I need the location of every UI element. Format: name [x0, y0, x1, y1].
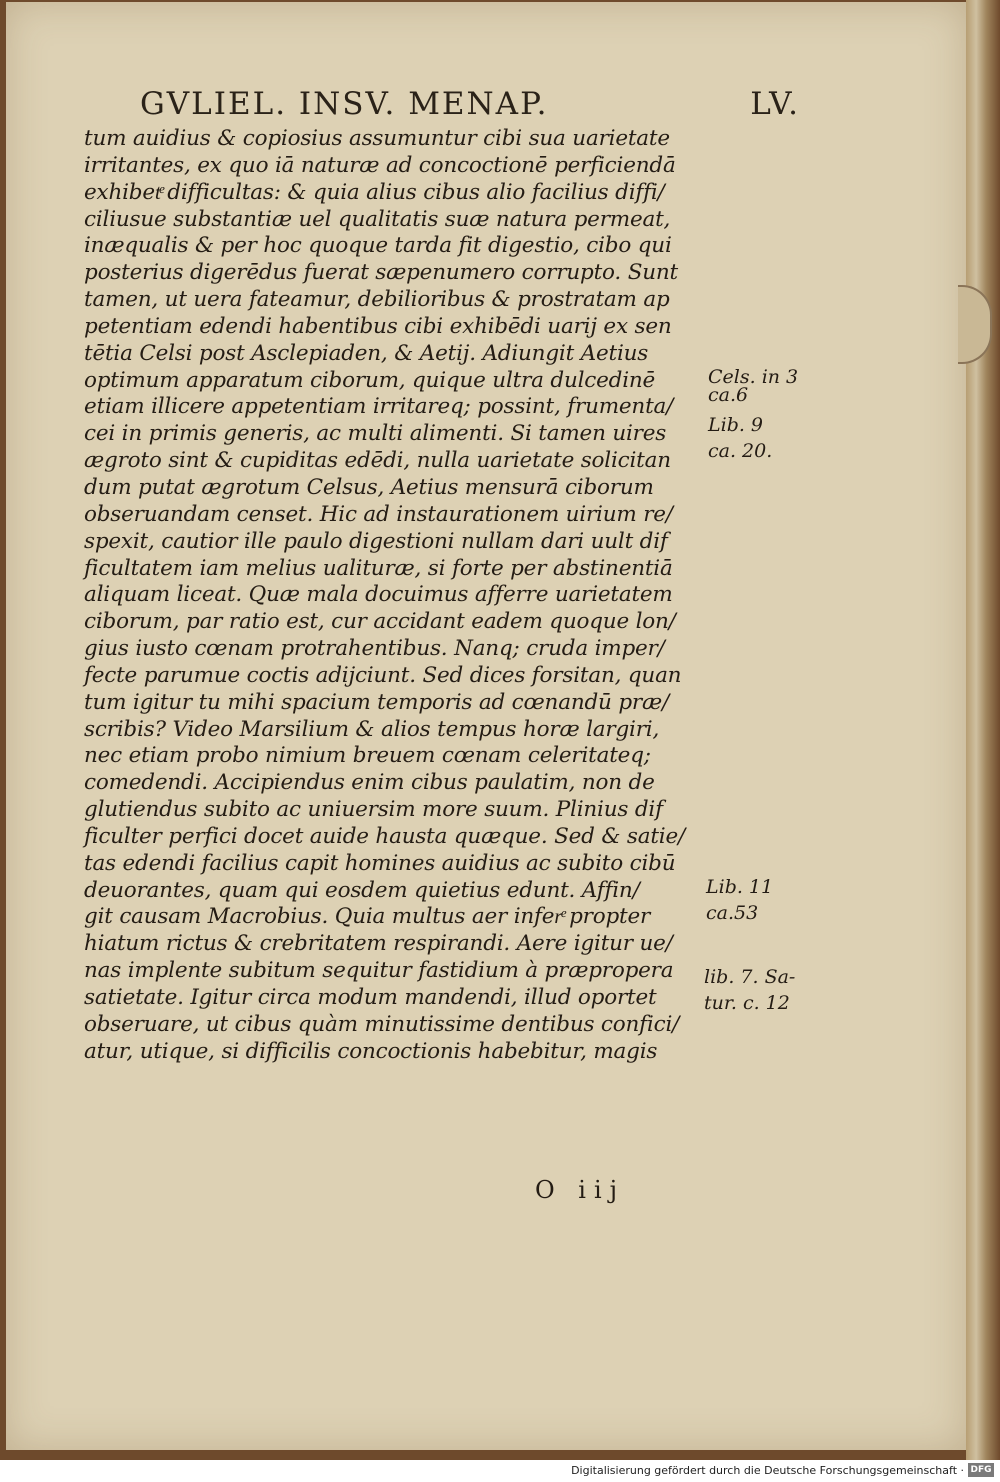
running-head [140, 86, 800, 122]
text-line: tamen, ut uera fateamur, debilioribus & prostratam ap [84, 287, 670, 313]
body-text [84, 126, 704, 1066]
signature-mark: O iij [535, 1176, 626, 1204]
text-line: fecte parumue coctis adijciunt. Sed dices forsitan, quan [84, 662, 682, 688]
text-line: irritantes, ex quo iā naturæ ad concoctionē perficiendā [84, 152, 676, 178]
page-edge [966, 0, 1000, 1460]
margin-note-line: ca.53 [706, 902, 759, 924]
text-line: dum putat ægrotum Celsus, Aetius mensurā ciborum [84, 474, 654, 500]
text-line: ficulter perfici docet auide hausta quæque. Sed & satie/ [84, 823, 686, 849]
text-line: obseruare, ut cibus quàm minutissime dentibus confici/ [84, 1011, 680, 1037]
text-line: aliquam liceat. Quæ mala docuimus afferre uarietatem [84, 582, 673, 608]
text-line: cei in primis generis, ac multi alimenti. Si tamen uires [84, 421, 667, 447]
text-line: ciliusue substantiæ uel qualitatis suæ natura permeat, [84, 206, 671, 232]
text-line: spexit, cautior ille paulo digestioni nullam dari uult dif [84, 528, 668, 554]
margin-note-line: Lib. 11 [706, 876, 774, 898]
text-line: nec etiam probo nimium breuem cœnam celeritateq; [84, 743, 651, 769]
text-line: tētia Celsi post Asclepiaden, & Aetij. Adiungit Aetius [84, 340, 649, 366]
text-line: deuorantes, quam qui eosdem quietius edunt. Affin/ [84, 877, 640, 903]
margin-note-line: lib. 7. Sa- [704, 966, 796, 988]
text-line: tas edendi facilius capit homines auidius ac subito cibū [84, 850, 676, 876]
text-line: glutiendus subito ac uniuersim more suum. Plinius dif [84, 797, 663, 823]
text-line: tum igitur tu mihi spacium temporis ad cœnandū præ/ [84, 689, 670, 715]
text-line: etiam illicere appetentiam irritareq; possint, frumenta/ [84, 394, 674, 420]
text-line: inæqualis & per hoc quoque tarda fit digestio, cibo qui [84, 233, 672, 259]
text-line: ægroto sint & cupiditas edēdi, nulla uarietate solicitan [84, 448, 671, 474]
folio-number: LV. [750, 86, 800, 122]
text-line: git causam Macrobius. Quia multus aer inferͤ propter [84, 904, 651, 930]
text-line: posterius digerēdus fuerat sæpenumero corrupto. Sunt [84, 260, 678, 286]
credit-bar [0, 1460, 1000, 1482]
text-line: scribis? Video Marsilium & alios tempus horæ largiri, [84, 716, 660, 742]
margin-note-line: tur. c. 12 [704, 992, 790, 1014]
text-line: petentiam edendi habentibus cibi exhibēdi uarij ex sen [84, 313, 672, 339]
dfg-logo: DFG [968, 1463, 994, 1477]
text-line: ciborum, par ratio est, cur accidant eadem quoque lon/ [84, 609, 676, 635]
text-line: optimum apparatum ciborum, quique ultra dulcedinē [84, 367, 656, 393]
text-line: comedendi. Accipiendus enim cibus paulatim, non de [84, 770, 655, 796]
margin-note-line: ca.6 [708, 384, 749, 406]
running-head-title: GVLIEL. INSV. MENAP. [140, 86, 549, 122]
margin-note-lib7 [704, 964, 795, 1016]
text-line: atur, utique, si difficilis concoctionis habebitur, magis [84, 1038, 658, 1064]
text-line: ficultatem iam melius ualituræ, si forte per abstinentiā [84, 555, 673, 581]
margin-note-celsus [708, 364, 798, 408]
margin-note-line: Lib. 9 [708, 414, 764, 436]
margin-note-lib9 [708, 412, 772, 464]
text-line: tum auidius & copiosius assumuntur cibi sua uarietate [84, 126, 670, 151]
margin-note-line: ca. 20. [708, 440, 773, 462]
text-line: hiatum rictus & crebritatem respirandi. Aere igitur ue/ [84, 931, 673, 957]
margin-note-lib11 [706, 874, 773, 926]
text-line: satietate. Igitur circa modum mandendi, illud oportet [84, 985, 657, 1010]
text-line: gius iusto cœnam protrahentibus. Nanq; cruda imper/ [84, 636, 665, 662]
margin-note-line: Cels. in 3 [708, 366, 799, 388]
credit-text: Digitalisierung gefördert durch die Deutsche Forschungsgemeinschaft · [571, 1464, 964, 1477]
text-line: nas implente subitum sequitur fastidium à præpropera [84, 958, 674, 984]
text-line: exhibetͤ difficultas: & quia alius cibus alio facilius diffi/ [84, 179, 665, 205]
text-line: obseruandam censet. Hic ad instaurationem uirium re/ [84, 501, 673, 527]
